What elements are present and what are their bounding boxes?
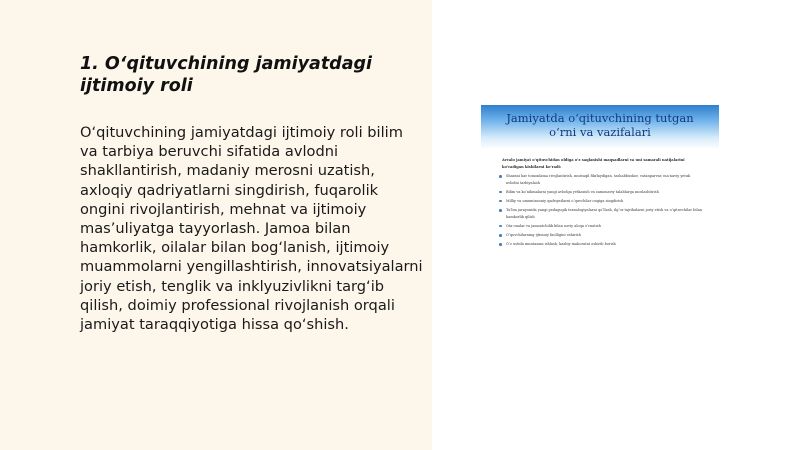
bullet-icon xyxy=(499,200,502,203)
bullet-icon xyxy=(499,209,502,212)
thumbnail-list-item xyxy=(498,189,703,196)
bullet-icon xyxy=(499,175,502,178)
thumbnail-list-item xyxy=(498,198,703,205)
thumbnail-header-band xyxy=(481,105,719,149)
bullet-icon xyxy=(499,243,502,246)
slide-thumbnail-image xyxy=(481,105,719,275)
bullet-icon xyxy=(499,234,502,237)
thumbnail-list-item xyxy=(498,232,703,239)
thumbnail-list-item xyxy=(498,207,703,220)
thumbnail-list-item-text: O‘quvchilarning ijtimoiy faolligini oshirish xyxy=(506,233,581,238)
slide-body-text: O‘qituvchining jamiyatdagi ijtimoiy roli bilim va tarbiya beruvchi sifatida avlodni shakllantirish, madaniy merosni uzatish, axloqiy qadriyatlarni singdirish, fuqarolik ongini rivojlantirish, mehnat va ijtimoiy mas’uliyatga tayyorlash. Jamoa bilan hamkorlik, oilalar bilan bog‘lanish, ijtimoiy muammolarni yengillashtirish, innovatsiyalarni joriy etish, tenglik va inklyuzivlikni targ‘ib qilish, doimiy professional rivojlanish orqali jamiyat taraqqiyotiga hissa qo‘shish. xyxy=(80,124,423,334)
thumbnail-intro: Avvalo jamiyat o‘qituvchidan oldiga o‘z saqlanishi maqsadlarni va uni samarali natijalarini ko‘radigan kishilarni ko‘radi: xyxy=(502,158,685,169)
thumbnail-list-item-text: Ota-onalar va jamoatchilik bilan uzviy aloqa o‘rnatish xyxy=(506,223,601,228)
thumbnail-list-item-text: Bilim va ko‘nikmalarni yangi avlodga yetkazish va zamonaviy talablarga moslashtirish xyxy=(506,189,659,194)
thumbnail-title-line-1: Jamiyatda o‘qituvchining tutgan xyxy=(506,111,694,125)
thumbnail-list-item-text: Shaxsni har tomonlama rivojlantirish, mustaqil fikrlaydigan, tashabbuskor, vatanparvar, ma’naviy yetuk avlodni tarbiyalash xyxy=(506,174,691,185)
bullet-icon xyxy=(499,225,502,228)
thumbnail-list-item-text: Ta’lim jarayonida yangi pedagogik texnologiyalarni qo‘llash, ilg‘or tajribalarni joriy etish va o‘qituvchilar bilan hamkorlik qilish xyxy=(506,208,702,219)
slide-heading: 1. O‘qituvchining jamiyatdagi ijtimoiy roli xyxy=(80,54,373,96)
thumbnail-list-item-text: O‘z ustida muntazam ishlash, kasbiy mahoratni oshirib borish xyxy=(506,242,616,247)
thumbnail-list-item xyxy=(498,173,703,186)
thumbnail-title-line-2: o‘rni va vazifalari xyxy=(549,125,651,139)
thumbnail-bullet-list xyxy=(498,173,703,251)
thumbnail-list-item-text: Milliy va umuminsoniy qadriyatlarni o‘quvchilar ongiga singdirish xyxy=(506,198,624,203)
bullet-icon xyxy=(499,191,502,194)
thumbnail-list-item xyxy=(498,241,703,248)
thumbnail-title xyxy=(481,111,719,139)
thumbnail-list-item xyxy=(498,223,703,230)
